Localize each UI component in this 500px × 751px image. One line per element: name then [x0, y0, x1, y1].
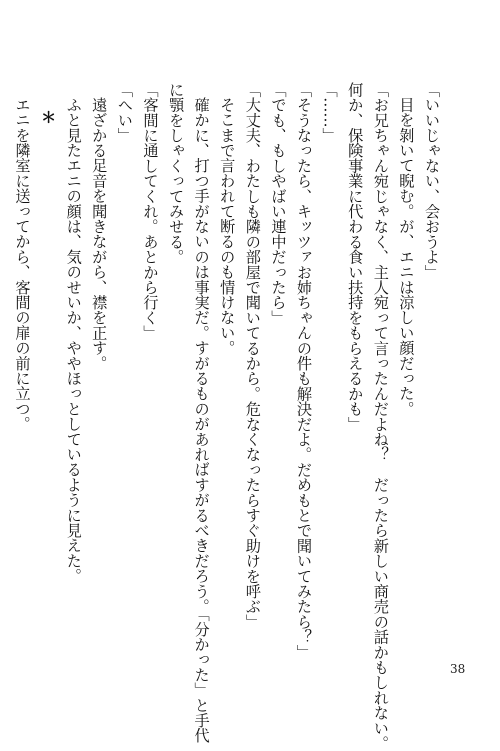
text-line: そこまで言われて断るのも情けない。 — [218, 97, 237, 356]
text-line: 確かに、打つ手がないのは事実だ。すがるものがあればすがるべきだろう。「分かった」と手代 — [192, 97, 211, 744]
text-line: ふと見たエニの顔は、気のせいか、ややほっとしているように見えた。 — [64, 97, 83, 584]
page-number: 38 — [450, 662, 466, 676]
text-line: に顎をしゃくってみせる。 — [167, 82, 186, 265]
text-line: 「客間に通してくれ。あとから行く」 — [141, 82, 160, 341]
text-line: エニを隣室に送ってから、客間の扉の前に立つ。 — [13, 97, 32, 432]
text-line: 「お兄ちゃん宛じゃなく、主人宛って言ったんだよね？ だったら新しい商売の話かもしれない。 — [371, 82, 390, 751]
vertical-text-body — [9, 82, 444, 751]
text-line: 「そうなったら、キッツァお姉ちゃんの件も解決だよ。だめもとで聞いてみたら？」 — [295, 82, 314, 660]
scene-break-asterisk: ＊ — [39, 109, 58, 125]
text-line: 「大丈夫、わたしも隣の部屋で聞いてるから。危なくなったらすぐ助けを呼ぶ」 — [243, 82, 262, 630]
text-line: 「でも、もしやばい連中だったら」 — [269, 82, 288, 326]
text-line: 「へい」 — [115, 82, 134, 143]
text-line: 目を剝いて睨む。が、エニは涼しい顔だった。 — [397, 97, 416, 417]
text-line: 何か、保険事業に代わる食い扶持をもらえるかも」 — [346, 82, 365, 432]
text-line: 「……」 — [320, 82, 339, 143]
text-line: 遠ざかる足音を聞きながら、襟を正す。 — [90, 97, 109, 371]
text-line: 「いいじゃない、会おうよ」 — [423, 82, 441, 280]
